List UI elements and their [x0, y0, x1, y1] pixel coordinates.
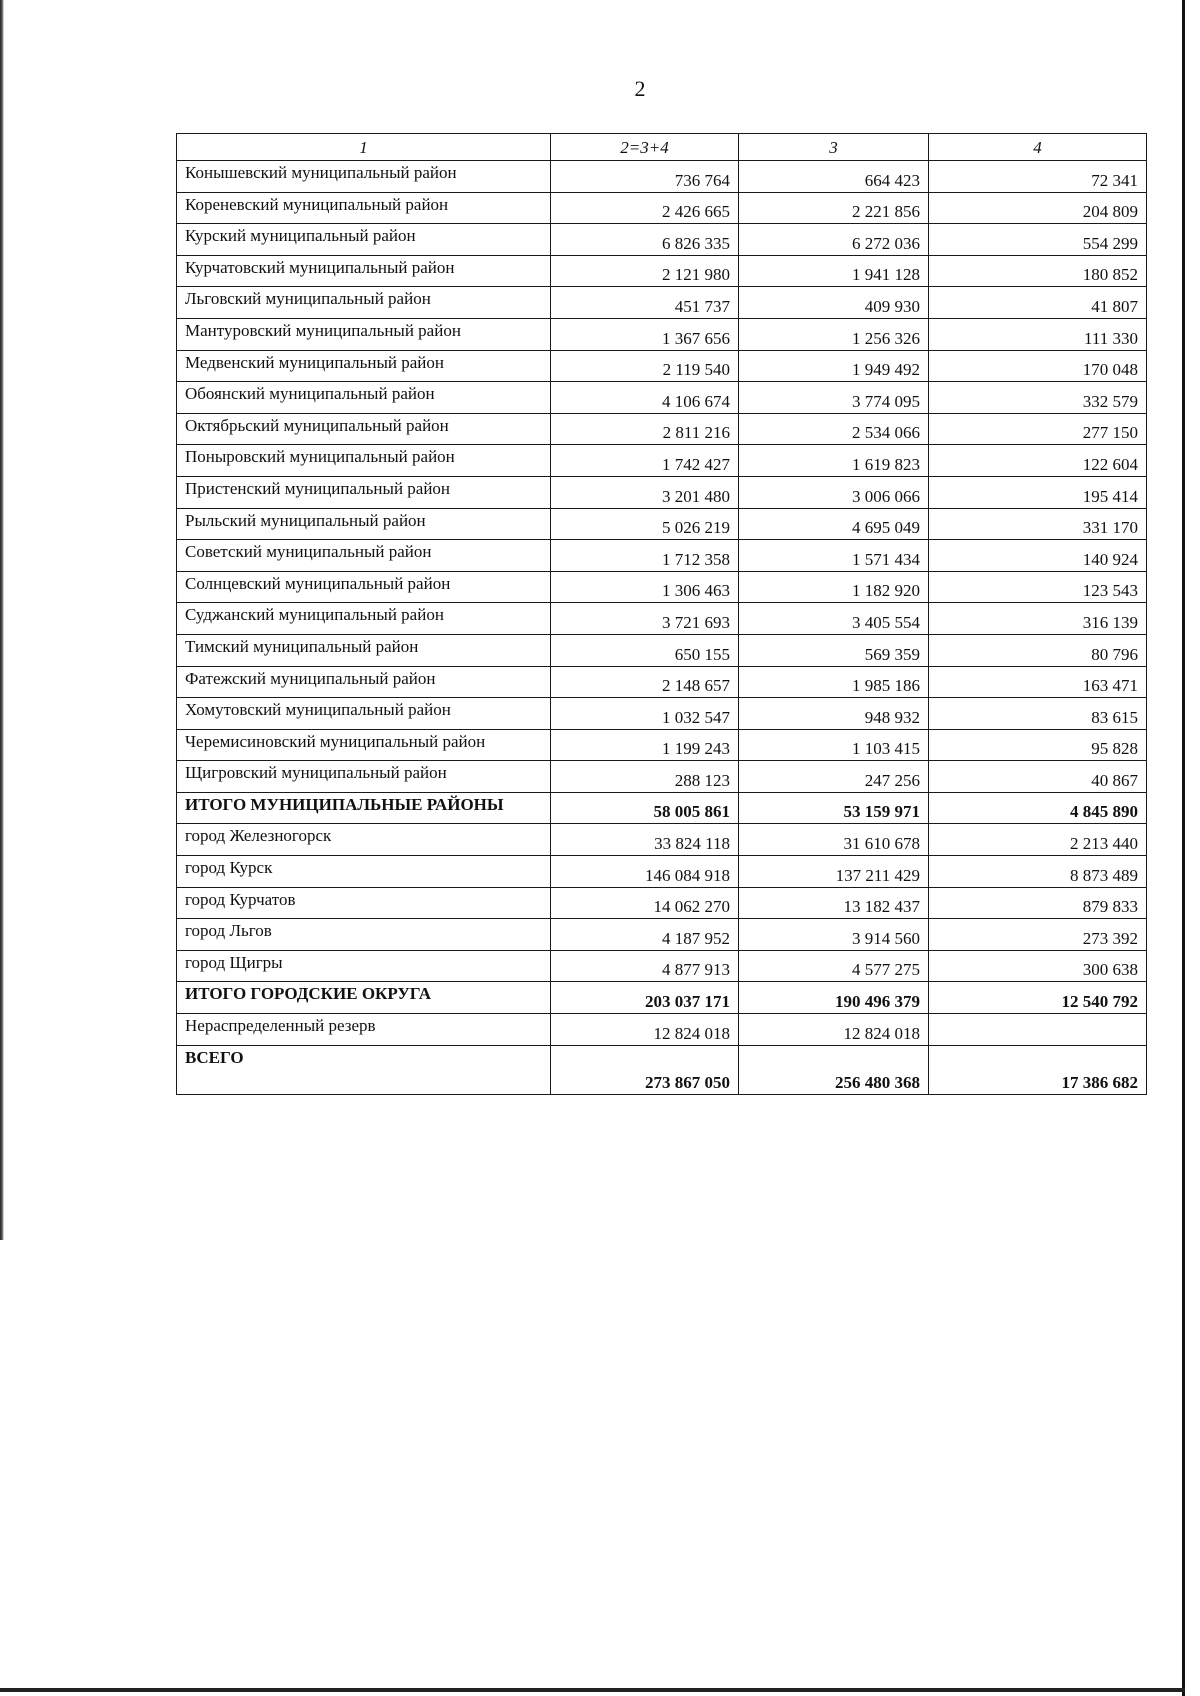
row-col-4: 72 341: [929, 161, 1147, 193]
budget-distribution-table: [176, 133, 1147, 1095]
row-col-3: 948 932: [739, 698, 929, 730]
row-total: 1 367 656: [551, 318, 739, 350]
row-col-3: 1 985 186: [739, 666, 929, 698]
row-total: 3 201 480: [551, 476, 739, 508]
row-col-3: 3 914 560: [739, 919, 929, 951]
row-name: Советский муниципальный район: [177, 540, 551, 572]
row-col-3: 4 695 049: [739, 508, 929, 540]
row-total: 3 721 693: [551, 603, 739, 635]
row-col-4: 140 924: [929, 540, 1147, 572]
row-name: Щигровский муниципальный район: [177, 761, 551, 793]
row-col-3: 12 824 018: [739, 1014, 929, 1046]
table-row: [177, 508, 1147, 540]
table-subtotal-row: [177, 792, 1147, 824]
row-total: 4 106 674: [551, 382, 739, 414]
row-total: 2 426 665: [551, 192, 739, 224]
scan-edge-right: [1182, 0, 1185, 1696]
table-row: [177, 318, 1147, 350]
row-col-3: 1 619 823: [739, 445, 929, 477]
row-col-4: 316 139: [929, 603, 1147, 635]
row-col-4: 12 540 792: [929, 982, 1147, 1014]
row-col-4: 80 796: [929, 634, 1147, 666]
row-col-4: 300 638: [929, 950, 1147, 982]
row-col-3: 1 941 128: [739, 255, 929, 287]
row-col-4: 4 845 890: [929, 792, 1147, 824]
row-name: Конышевский муниципальный район: [177, 161, 551, 193]
row-col-3: 3 006 066: [739, 476, 929, 508]
table-body: [177, 134, 1147, 1095]
row-col-4: [929, 1014, 1147, 1046]
row-name: Льговский муниципальный район: [177, 287, 551, 319]
table-row: [177, 603, 1147, 635]
scan-edge-bottom: [0, 1688, 1185, 1692]
row-col-3: 569 359: [739, 634, 929, 666]
row-col-4: 554 299: [929, 224, 1147, 256]
table-grand-total-row: [177, 1045, 1147, 1094]
row-col-4: 123 543: [929, 571, 1147, 603]
row-col-3: 1 571 434: [739, 540, 929, 572]
row-total: 1 712 358: [551, 540, 739, 572]
row-col-4: 2 213 440: [929, 824, 1147, 856]
table-row: [177, 887, 1147, 919]
grand-total-col-3: 256 480 368: [739, 1045, 929, 1094]
row-name: Фатежский муниципальный район: [177, 666, 551, 698]
row-name: Нераспределенный резерв: [177, 1014, 551, 1046]
table-row: [177, 255, 1147, 287]
table-row: [177, 698, 1147, 730]
table-subtotal-row: [177, 982, 1147, 1014]
row-col-4: 332 579: [929, 382, 1147, 414]
row-col-4: 204 809: [929, 192, 1147, 224]
table-row: [177, 287, 1147, 319]
row-name: Суджанский муниципальный район: [177, 603, 551, 635]
table-row: [177, 413, 1147, 445]
table-row: [177, 192, 1147, 224]
row-total: 12 824 018: [551, 1014, 739, 1046]
grand-total-value: 273 867 050: [551, 1045, 739, 1094]
row-col-4: 95 828: [929, 729, 1147, 761]
row-total: 58 005 861: [551, 792, 739, 824]
row-col-4: 879 833: [929, 887, 1147, 919]
table-row: [177, 666, 1147, 698]
row-col-4: 111 330: [929, 318, 1147, 350]
row-col-4: 277 150: [929, 413, 1147, 445]
grand-total-label: ВСЕГО: [177, 1045, 551, 1094]
row-col-4: 40 867: [929, 761, 1147, 793]
row-total: 2 119 540: [551, 350, 739, 382]
row-col-3: 664 423: [739, 161, 929, 193]
row-name: Черемисиновский муниципальный район: [177, 729, 551, 761]
row-name: Медвенский муниципальный район: [177, 350, 551, 382]
row-total: 4 877 913: [551, 950, 739, 982]
row-name: Мантуровский муниципальный район: [177, 318, 551, 350]
row-col-3: 4 577 275: [739, 950, 929, 982]
table-header-row: [177, 134, 1147, 161]
row-col-4: 163 471: [929, 666, 1147, 698]
table-row: [177, 571, 1147, 603]
table-row: [177, 634, 1147, 666]
row-col-3: 31 610 678: [739, 824, 929, 856]
row-col-4: 180 852: [929, 255, 1147, 287]
header-col-4: 4: [929, 134, 1147, 161]
row-name: Пристенский муниципальный район: [177, 476, 551, 508]
row-name: ИТОГО МУНИЦИПАЛЬНЫЕ РАЙОНЫ: [177, 792, 551, 824]
row-total: 14 062 270: [551, 887, 739, 919]
row-col-3: 2 534 066: [739, 413, 929, 445]
row-total: 146 084 918: [551, 856, 739, 888]
row-name: город Железногорск: [177, 824, 551, 856]
header-col-3: 3: [739, 134, 929, 161]
row-name: город Льгов: [177, 919, 551, 951]
row-col-3: 247 256: [739, 761, 929, 793]
row-total: 2 121 980: [551, 255, 739, 287]
row-name: Обоянский муниципальный район: [177, 382, 551, 414]
table-row: [177, 350, 1147, 382]
row-name: Поныровский муниципальный район: [177, 445, 551, 477]
row-name: город Щигры: [177, 950, 551, 982]
header-col-2: 2=3+4: [551, 134, 739, 161]
row-total: 4 187 952: [551, 919, 739, 951]
row-total: 203 037 171: [551, 982, 739, 1014]
row-total: 288 123: [551, 761, 739, 793]
row-col-3: 137 211 429: [739, 856, 929, 888]
header-col-1: 1: [177, 134, 551, 161]
row-col-3: 1 949 492: [739, 350, 929, 382]
row-name: Солнцевский муниципальный район: [177, 571, 551, 603]
table-row: [177, 540, 1147, 572]
scan-edge-left: [0, 0, 4, 1240]
row-col-3: 1 182 920: [739, 571, 929, 603]
table-row: [177, 476, 1147, 508]
table-row: [177, 761, 1147, 793]
table-row: [177, 824, 1147, 856]
row-name: Курчатовский муниципальный район: [177, 255, 551, 287]
table-row: [177, 729, 1147, 761]
row-name: Октябрьский муниципальный район: [177, 413, 551, 445]
row-name: город Курчатов: [177, 887, 551, 919]
row-total: 650 155: [551, 634, 739, 666]
row-total: 1 742 427: [551, 445, 739, 477]
row-col-3: 13 182 437: [739, 887, 929, 919]
row-name: Курский муниципальный район: [177, 224, 551, 256]
row-total: 2 811 216: [551, 413, 739, 445]
row-total: 1 199 243: [551, 729, 739, 761]
row-col-3: 1 256 326: [739, 318, 929, 350]
row-col-4: 41 807: [929, 287, 1147, 319]
row-total: 736 764: [551, 161, 739, 193]
row-col-3: 1 103 415: [739, 729, 929, 761]
row-name: Тимский муниципальный район: [177, 634, 551, 666]
table-row: [177, 224, 1147, 256]
table-row: [177, 1014, 1147, 1046]
row-col-4: 170 048: [929, 350, 1147, 382]
row-total: 5 026 219: [551, 508, 739, 540]
row-col-3: 409 930: [739, 287, 929, 319]
row-name: ИТОГО ГОРОДСКИЕ ОКРУГА: [177, 982, 551, 1014]
row-col-3: 3 405 554: [739, 603, 929, 635]
row-col-3: 6 272 036: [739, 224, 929, 256]
grand-total-col-4: 17 386 682: [929, 1045, 1147, 1094]
row-total: 451 737: [551, 287, 739, 319]
row-total: 1 032 547: [551, 698, 739, 730]
row-total: 6 826 335: [551, 224, 739, 256]
row-col-3: 2 221 856: [739, 192, 929, 224]
row-col-4: 331 170: [929, 508, 1147, 540]
row-col-4: 195 414: [929, 476, 1147, 508]
row-col-4: 83 615: [929, 698, 1147, 730]
table-row: [177, 161, 1147, 193]
table-row: [177, 950, 1147, 982]
row-name: город Курск: [177, 856, 551, 888]
row-total: 33 824 118: [551, 824, 739, 856]
row-col-4: 273 392: [929, 919, 1147, 951]
row-col-3: 53 159 971: [739, 792, 929, 824]
row-col-4: 8 873 489: [929, 856, 1147, 888]
row-total: 2 148 657: [551, 666, 739, 698]
table-row: [177, 445, 1147, 477]
row-total: 1 306 463: [551, 571, 739, 603]
table-row: [177, 856, 1147, 888]
row-name: Хомутовский муниципальный район: [177, 698, 551, 730]
row-col-3: 190 496 379: [739, 982, 929, 1014]
page-number: 2: [634, 76, 646, 101]
table-row: [177, 382, 1147, 414]
row-col-4: 122 604: [929, 445, 1147, 477]
row-name: Кореневский муниципальный район: [177, 192, 551, 224]
row-col-3: 3 774 095: [739, 382, 929, 414]
table-row: [177, 919, 1147, 951]
row-name: Рыльский муниципальный район: [177, 508, 551, 540]
